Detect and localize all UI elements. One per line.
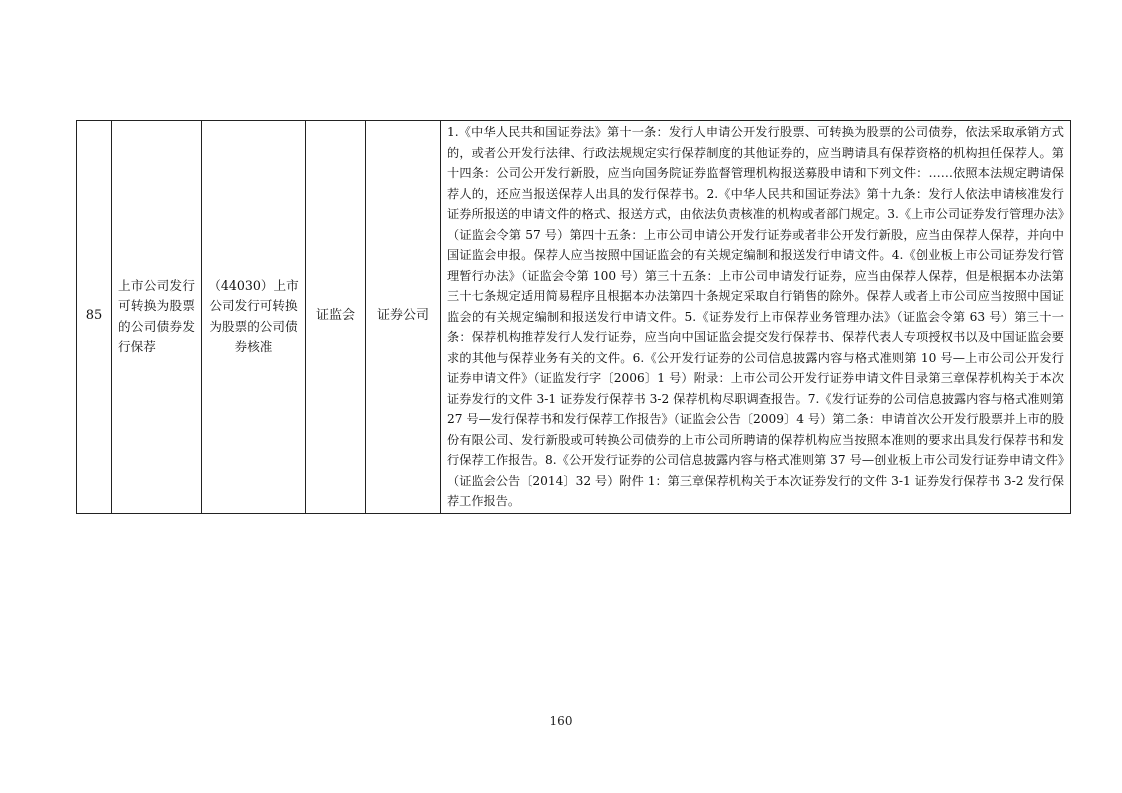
service-provider: 证券公司 — [366, 121, 441, 514]
approval-item: （44030）上市公司发行可转换为股票的公司债券核准 — [202, 121, 306, 514]
legal-basis: 1.《中华人民共和国证券法》第十一条：发行人申请公开发行股票、可转换为股票的公司债券，依法采取承销方式的，或者公开发行法律、行政法规规定实行保荐制度的其他证券的，应当聘请具有保荐资格的机构担任保荐人。第十四条：公司公开发行新股，应当向国务院证券监督管理机构报送募股申请和下列文件：……依照本法规定聘请保荐人的，还应当报送保荐人出具的发行保荐书。2.《中华人民共和国证券法》第十九条：发行人依法申请核准发行证券所报送的申请文件的格式、报送方式，由依法负责核准的机构或者部门规定。3.《上市公司证券发行管理办法》（证监会令第 57 号）第四十五条：上市公司申请公开发行证券或者非公开发行新股，应当由保荐人保荐，并向中国证监会申报。保荐人应当按照中国证监会的有关规定编制和报送发行申请文件。4.《创业板上市公司证券发行管理暂行办法》（证监会令第 100 号）第三十五条：上市公司申请发行证券，应当由保荐人保荐，但是根据本办法第三十七条规定适用简易程序且根据本办法第四十条规定采取自行销售的除外。保荐人或者上市公司应当按照中国证监会的有关规定编制和报送发行申请文件。5.《证券发行上市保荐业务管理办法》（证监会令第 63 号）第三十一条：保荐机构推荐发行人发行证券，应当向中国证监会提交发行保荐书、保荐代表人专项授权书以及中国证监会要求的其他与保荐业务有关的文件。6.《公开发行证券的公司信息披露内容与格式准则第 10 号—上市公司公开发行证券申请文件》（证监发行字〔2006〕1 号）附录：上市公司公开发行证券申请文件目录第三章保荐机构关于本次证券发行的文件 3-1 证券发行保荐书 3-2 保荐机构尽职调查报告。7.《发行证券的公司信息披露内容与格式准则第 27 号—发行保荐书和发行保荐工作报告》（证监会公告〔2009〕4 号）第二条：申请首次公开发行股票并上市的股份有限公司、发行新股或可转换公司债券的上市公司所聘请的保荐机构应当按照本准则的要求出具发行保荐书和发行保荐工作报告。8.《公开发行证券的公司信息披露内容与格式准则第 37 号—创业板上市公司发行证券申请文件》（证监会公告〔2014〕32 号）附件 1：第三章保荐机构关于本次证券发行的文件 3-1 证券发行保荐书 3-2 发行保荐工作报告。 — [441, 121, 1071, 514]
row-number: 85 — [77, 121, 112, 514]
page-number: 160 — [549, 714, 573, 728]
service-name: 上市公司发行可转换为股票的公司债券发行保荐 — [112, 121, 202, 514]
intermediary-service-table — [76, 120, 1071, 514]
approving-department: 证监会 — [306, 121, 366, 514]
table-row — [77, 121, 1071, 514]
document-table — [76, 120, 1064, 514]
